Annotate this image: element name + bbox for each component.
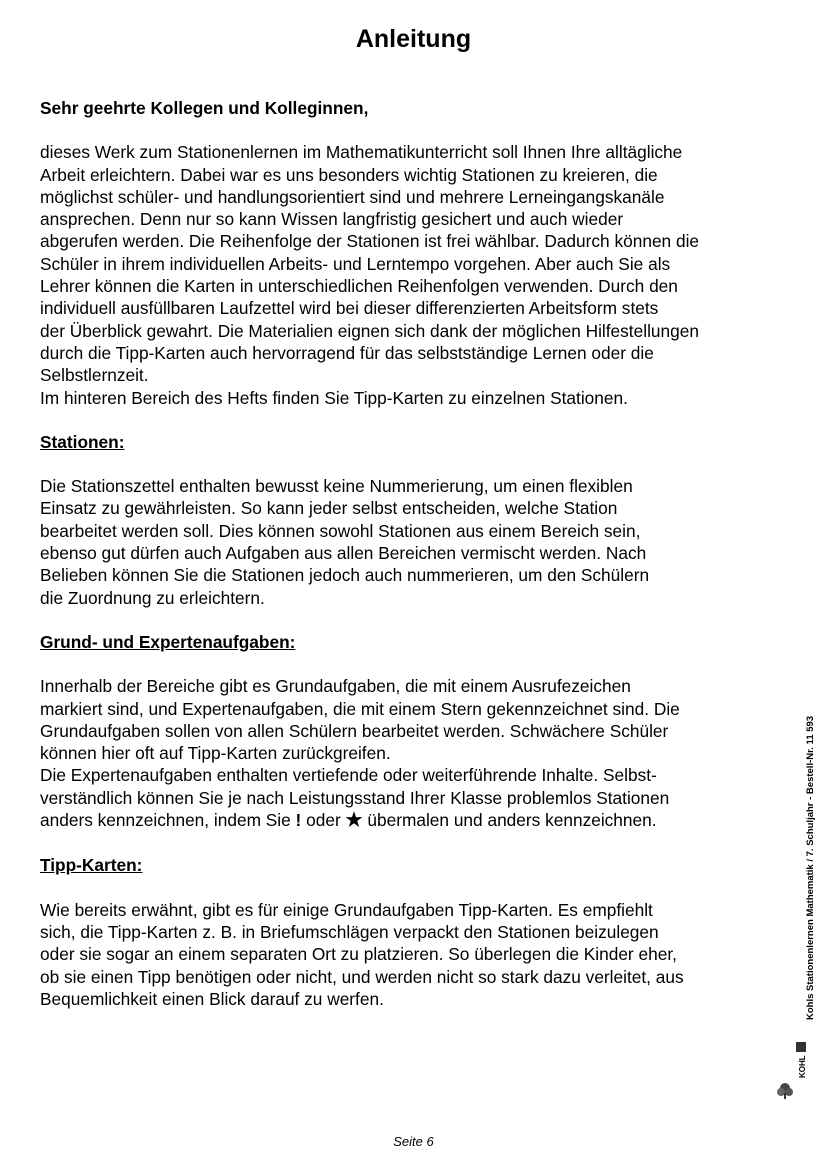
text-line: markiert sind, und Expertenaufgaben, die mit einem Stern gekennzeichnet sind. Die bbox=[40, 698, 680, 719]
text-line: Im hinteren Bereich des Hefts finden Sie Tipp-Karten zu einzelnen Stationen. bbox=[40, 387, 628, 408]
text-line: die Zuordnung zu erleichtern. bbox=[40, 587, 265, 608]
text-line: Wie bereits erwähnt, gibt es für einige Grundaufgaben Tipp-Karten. Es empfiehlt bbox=[40, 899, 653, 920]
exclamation-icon: ! bbox=[295, 810, 302, 831]
text-line: oder sie sogar an einem separaten Ort zu platzieren. So überlegen die Kinder eher, bbox=[40, 944, 677, 965]
text-line: Schüler in ihrem individuellen Arbeits- und Lerntempo vorgehen. Aber auch Sie als bbox=[40, 253, 671, 274]
intro-paragraph bbox=[40, 141, 785, 409]
text-line: Arbeit erleichtern. Dabei war es uns besonders wichtig Stationen zu kreieren, die bbox=[40, 164, 658, 185]
text-line: sich, die Tipp-Karten z. B. in Briefumschlägen verpackt den Stationen beizulegen bbox=[40, 921, 659, 942]
page-number: Seite 6 bbox=[393, 1134, 434, 1149]
page-title: Anleitung bbox=[355, 25, 472, 53]
section-heading-tipp-karten: Tipp-Karten: bbox=[40, 855, 143, 876]
text-line: Die Stationszettel enthalten bewusst keine Nummerierung, um einen flexiblen bbox=[40, 476, 633, 497]
logo-text: KOHL bbox=[798, 1055, 807, 1078]
text-segment: anders kennzeichnen, indem Sie bbox=[40, 810, 296, 831]
sidebar-publisher-info: Kohls Stationenlernen Mathematik / 7. Schuljahr - Bestell-Nr. 11 593 bbox=[805, 715, 816, 1020]
text-line: verständlich können Sie je nach Leistungsstand Ihrer Klasse problemlos Stationen bbox=[40, 787, 670, 808]
text-line: bearbeitet werden soll. Dies können sowohl Stationen aus einem Bereich sein, bbox=[40, 520, 641, 541]
text-line bbox=[40, 809, 785, 832]
text-line: ebenso gut dürfen auch Aufgaben aus allen Bereichen vermischt werden. Nach bbox=[40, 543, 647, 564]
text-line: können hier oft auf Tipp-Karten zurückgreifen. bbox=[40, 743, 391, 764]
star-icon: ★ bbox=[345, 810, 363, 832]
text-line: individuell ausfüllbaren Laufzettel wird bei dieser differenzierten Arbeitsform stets bbox=[40, 298, 659, 319]
text-line: durch die Tipp-Karten auch hervorragend für das selbstständige Lernen oder die bbox=[40, 342, 654, 363]
greeting: Sehr geehrte Kollegen und Kolleginnen, bbox=[40, 98, 369, 118]
logo-badge bbox=[796, 1042, 806, 1052]
text-segment: übermalen und anders kennzeichnen. bbox=[362, 810, 657, 831]
publisher-logo bbox=[773, 1034, 813, 1100]
text-line: Grundaufgaben sollen von allen Schülern bearbeitet werden. Schwächere Schüler bbox=[40, 720, 669, 741]
text-line: Die Expertenaufgaben enthalten vertiefende oder weiterführende Inhalte. Selbst- bbox=[40, 765, 657, 786]
text-line: ansprechen. Denn nur so kann Wissen langfristig gesichert und auch wieder bbox=[40, 209, 624, 230]
grundaufgaben-paragraph bbox=[40, 675, 785, 832]
section-heading-grundaufgaben: Grund- und Expertenaufgaben: bbox=[40, 631, 296, 652]
text-line: Selbstlernzeit. bbox=[40, 365, 149, 386]
text-line: Belieben können Sie die Stationen jedoch auch nummerieren, um den Schülern bbox=[40, 565, 650, 586]
text-line: der Überblick gewahrt. Die Materialien eignen sich dank der möglichen Hilfestellungen bbox=[40, 320, 699, 341]
text-line: ob sie einen Tipp benötigen oder nicht, und werden nicht so stark dazu verleitet, aus bbox=[40, 966, 684, 987]
text-line: Einsatz zu gewährleisten. So kann jeder selbst entscheiden, welche Station bbox=[40, 498, 618, 519]
text-line: möglichst schüler- und handlungsorientiert sind und mehrere Lerneingangskanäle bbox=[40, 186, 665, 207]
text-segment: oder bbox=[301, 810, 346, 831]
tipp-karten-paragraph bbox=[40, 899, 785, 1010]
text-line: dieses Werk zum Stationenlernen im Mathematikunterricht soll Ihnen Ihre alltägliche bbox=[40, 142, 683, 163]
text-line: abgerufen werden. Die Reihenfolge der Stationen ist frei wählbar. Dadurch können die bbox=[40, 231, 700, 252]
text-line: Lehrer können die Karten in unterschiedlichen Reihenfolgen verwenden. Durch den bbox=[40, 276, 678, 297]
section-heading-stationen: Stationen: bbox=[40, 431, 125, 452]
stationen-paragraph bbox=[40, 475, 785, 609]
document-body bbox=[40, 97, 785, 1010]
text-line: Bequemlichkeit einen Blick darauf zu werfen. bbox=[40, 988, 384, 1009]
text-line: Innerhalb der Bereiche gibt es Grundaufgaben, die mit einem Ausrufezeichen bbox=[40, 676, 631, 697]
